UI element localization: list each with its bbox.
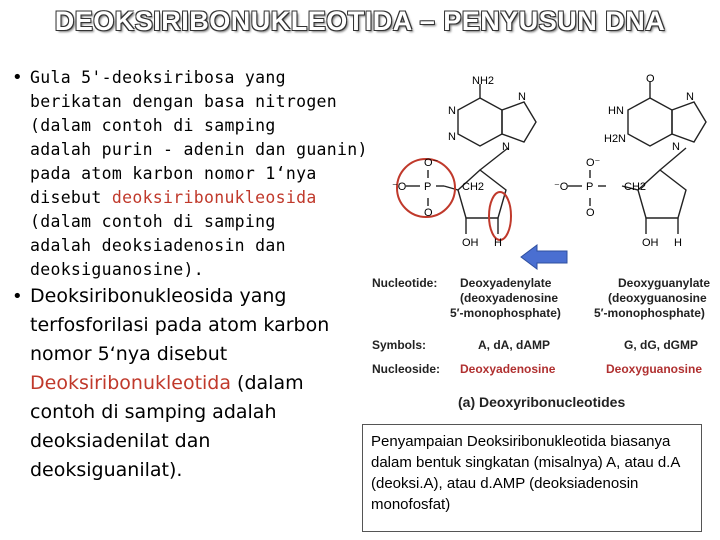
bullet-marker: • — [12, 67, 23, 88]
left-symbols: A, dA, dAMP — [478, 338, 550, 352]
right-nucleotide-sub1: (deoxyguanosine — [608, 291, 707, 305]
atom-n: N — [686, 91, 694, 103]
term-deoksiribonukleotida: Deoksiribonukleotida — [30, 372, 232, 394]
bullet-2-line: contoh di samping adalah — [30, 401, 277, 423]
atom-o: O — [586, 207, 595, 219]
bullet-2-line-suffix: (dalam — [231, 372, 304, 394]
left-nucleotide-sub2: 5′-monophosphate) — [450, 306, 561, 320]
bullet-2-line: Deoksiribonukleosida yang — [30, 285, 287, 307]
bullet-1-line: adalah purin - adenin dan guanin) — [30, 140, 368, 159]
atom-minus-o: ⁻O — [554, 181, 569, 193]
atom-h: H — [674, 237, 682, 249]
atom-ch2: CH2 — [624, 181, 647, 193]
pointer-arrow-icon — [519, 243, 569, 271]
atom-oh: OH — [462, 237, 479, 249]
bullet-1-line: Gula 5'-deoksiribosa yang — [30, 68, 286, 87]
right-nucleotide-sub2: 5′-monophosphate) — [594, 306, 705, 320]
bullet-1-text — [30, 66, 368, 282]
atom-nh2-left: NH2 — [472, 75, 495, 87]
atom-o: O — [424, 207, 433, 219]
left-nucleoside: Deoxyadenosine — [460, 362, 556, 376]
bullet-1-line: (dalam contoh di samping — [30, 212, 276, 231]
atom-h2n: H2N — [604, 133, 627, 145]
phosphate-bonds — [406, 170, 606, 206]
atom-n: N — [448, 131, 456, 143]
bullet-1-line — [30, 186, 368, 210]
right-nucleotide-name: Deoxyguanylate — [618, 276, 711, 290]
atom-minus-o: ⁻O — [392, 181, 407, 193]
atom-n: N — [502, 141, 510, 153]
bullet-1-line: berikatan dengan basa nitrogen — [30, 92, 338, 111]
note-box: Penyampaian Deoksiribonukleotida biasanya dalam bentuk singkatan (misalnya) A, atau d.A (deoksi.A), atau d.AMP (deoksiadenosin monofosfat) — [362, 424, 702, 532]
bullet-1-line: adalah deoksiadenosin dan — [30, 236, 286, 255]
atom-hn: HN — [608, 105, 624, 117]
atom-ch2: CH2 — [462, 181, 485, 193]
left-nucleotide-sub1: (deoxyadenosine — [460, 291, 559, 305]
page-title: DEOKSIRIBONUKLEOTIDA – PENYUSUN DNA — [54, 6, 666, 36]
text-content — [12, 66, 372, 485]
atom-p: P — [586, 181, 594, 193]
atom-n: N — [672, 141, 680, 153]
bullet-2 — [12, 282, 372, 485]
bullet-2-text — [30, 282, 329, 485]
atom-n: N — [448, 105, 456, 117]
h-highlight-circle — [489, 192, 511, 240]
bullet-1-line: (dalam contoh di samping — [30, 116, 276, 135]
left-nucleotide-name: Deoxyadenylate — [460, 276, 552, 290]
atom-o-minus: O⁻ — [586, 157, 601, 169]
atom-n: N — [518, 91, 526, 103]
term-deoksiribonukleosida: deoksiribonukleosida — [111, 188, 317, 207]
bullet-1 — [12, 66, 372, 282]
bullet-marker: • — [12, 286, 23, 307]
nucleotide-label: Nucleotide: — [372, 276, 438, 290]
right-symbols: G, dG, dGMP — [624, 338, 698, 352]
nucleoside-label: Nucleoside: — [372, 362, 441, 376]
atom-o-minus: O⁻ — [424, 157, 439, 169]
bullet-2-line: deoksiguanilat). — [30, 459, 183, 481]
nucleotide-figure — [368, 62, 718, 410]
bullet-1-line-prefix: disebut — [30, 188, 112, 207]
figure-caption: (a) Deoxyribonucleotides — [458, 394, 626, 410]
right-nucleoside: Deoxyguanosine — [606, 362, 703, 376]
bullet-2-line: deoksiadenilat dan — [30, 430, 211, 452]
atom-o-right: O — [646, 73, 655, 85]
guanine-ring — [628, 82, 706, 146]
bullet-2-line: terfosforilasi pada atom karbon — [30, 314, 330, 336]
symbols-label: Symbols: — [372, 338, 427, 352]
atom-oh: OH — [642, 237, 659, 249]
bullet-2-line — [30, 369, 329, 398]
atom-h: H — [494, 237, 502, 249]
bullet-2-line: nomor 5‘nya disebut — [30, 343, 228, 365]
atom-p: P — [424, 181, 432, 193]
bullet-1-line: deoksiguanosine). — [30, 260, 204, 279]
bullet-1-line: pada atom karbon nomor 1‘nya — [30, 164, 317, 183]
